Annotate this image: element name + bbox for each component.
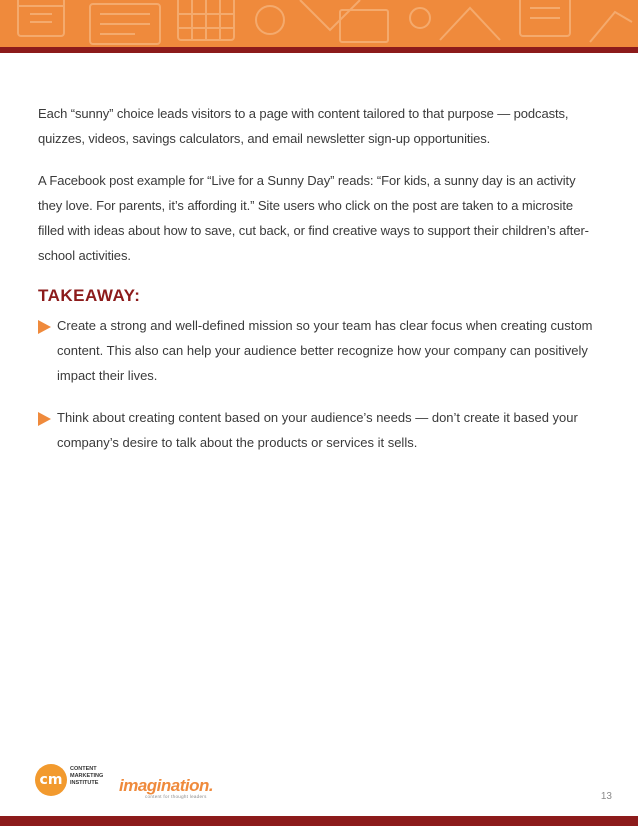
imagination-tagline: content for thought leaders bbox=[145, 794, 207, 799]
arrow-bullet-icon bbox=[38, 412, 51, 426]
takeaway-item-text: Think about creating content based on your audience’s needs — don’t create it based your company’s desire to talk about the products or services it sells. bbox=[57, 410, 578, 450]
takeaway-list bbox=[38, 313, 598, 455]
page-number: 13 bbox=[600, 791, 612, 802]
imagination-logo: imagination. bbox=[119, 776, 214, 795]
takeaway-heading: TAKEAWAY: bbox=[38, 286, 141, 305]
paragraph-facebook-post: A Facebook post example for “Live for a Sunny Day” reads: “For kids, a sunny day is an activity they love. For parents, it’s affording it.” Site users who click on the post are taken to a microsite filled with ideas about how to save, cut back, or find creative ways to support their children’s after-school activities. bbox=[38, 173, 589, 263]
footer-bar bbox=[0, 816, 638, 826]
header-banner bbox=[0, 0, 638, 47]
takeaway-item bbox=[38, 313, 598, 388]
main-content bbox=[38, 101, 598, 472]
cmi-logo-icon: cm bbox=[35, 764, 67, 796]
banner-accent-bar bbox=[0, 47, 638, 53]
footer-logos bbox=[35, 764, 235, 804]
arrow-bullet-icon bbox=[38, 320, 51, 334]
takeaway-item bbox=[38, 405, 598, 455]
takeaway-item-text: Create a strong and well-defined mission so your team has clear focus when creating custom content. This also can help your audience better recognize how your company can positively impact their lives. bbox=[57, 318, 593, 383]
cmi-name: CONTENT MARKETING INSTITUTE bbox=[70, 766, 104, 786]
paragraph-sunny-choice: Each “sunny” choice leads visitors to a page with content tailored to that purpose — podcasts, quizzes, videos, savings calculators, and email newsletter sign-up opportunities. bbox=[38, 106, 569, 146]
banner-illustration-icon bbox=[0, 0, 638, 47]
